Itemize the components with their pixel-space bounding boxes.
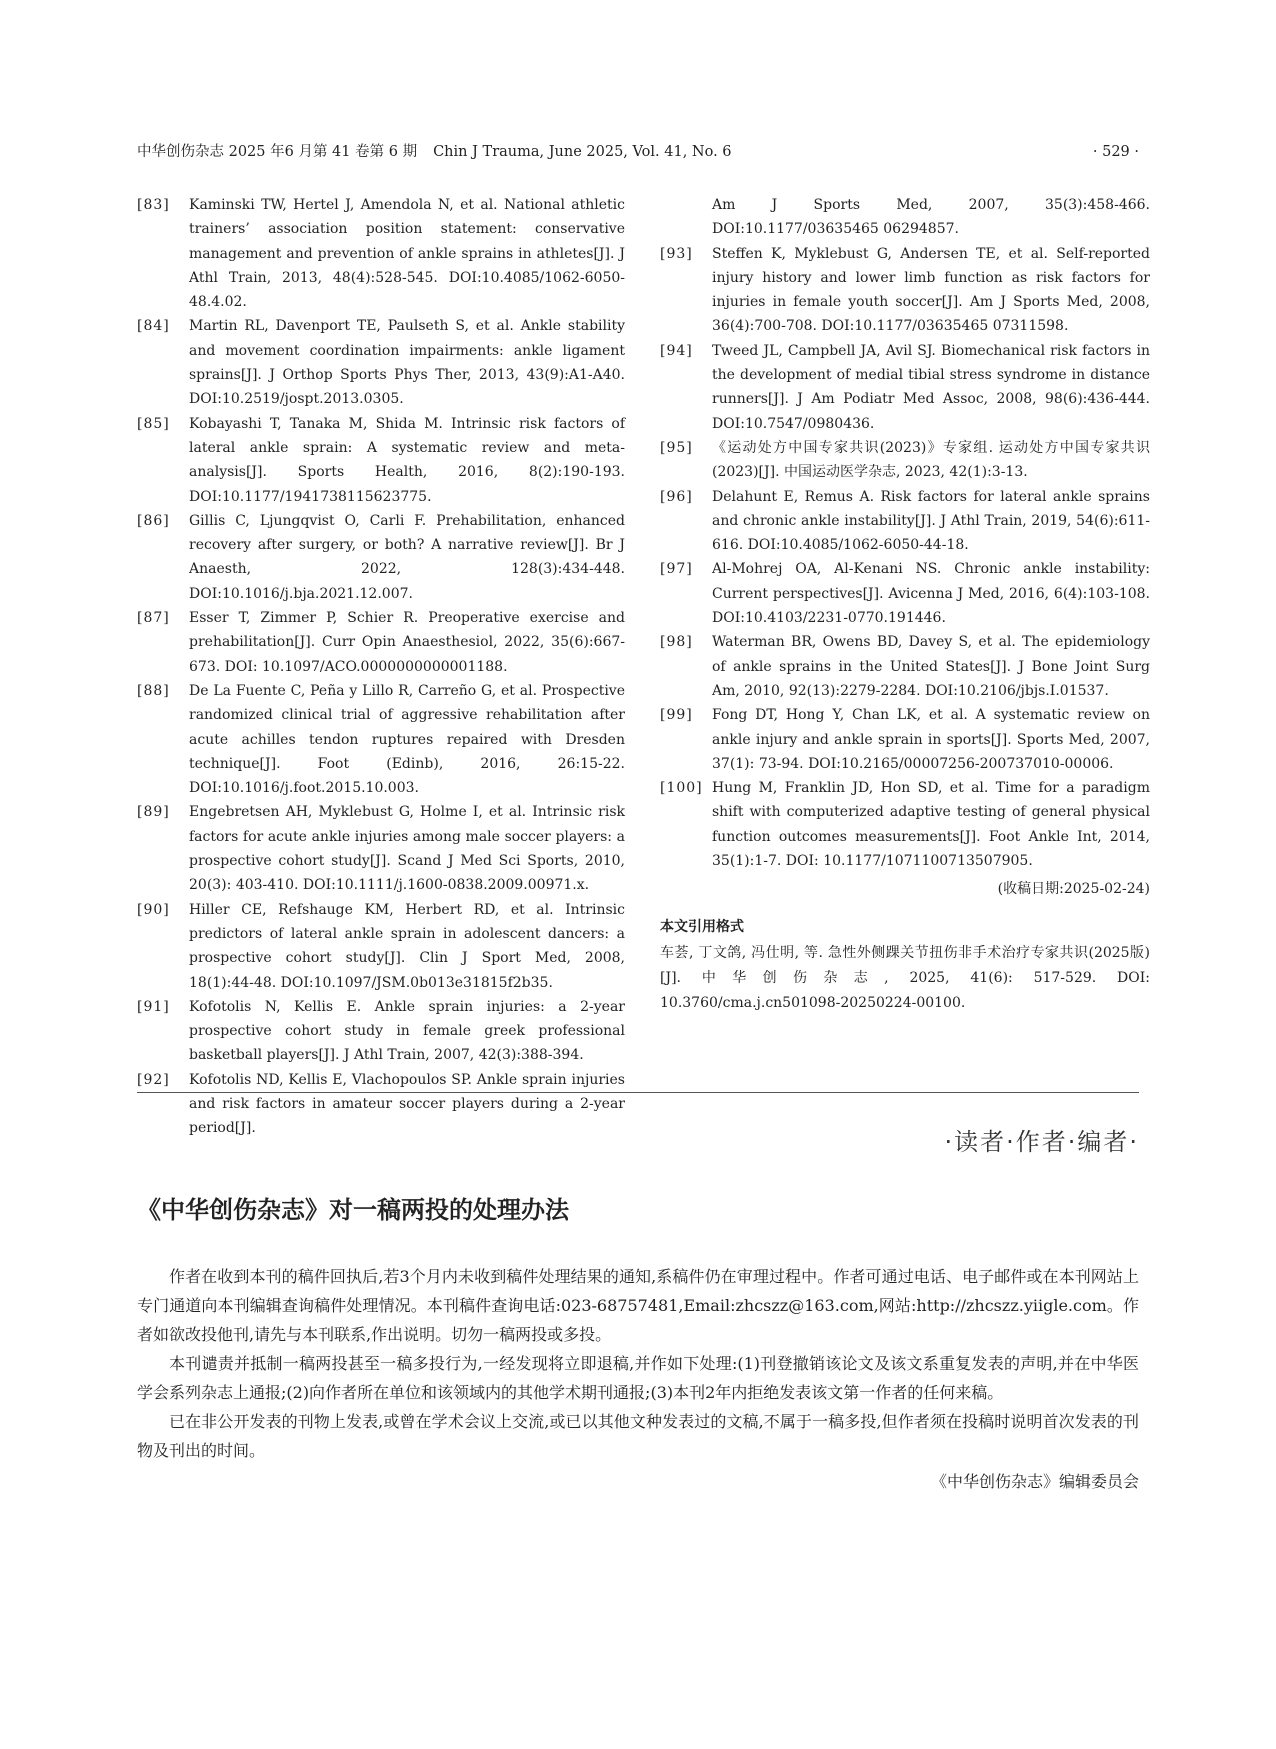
reference-number: [92] <box>137 1071 170 1088</box>
reference-item <box>137 995 625 1068</box>
reference-item <box>137 1068 625 1141</box>
reference-number: [83] <box>137 197 170 213</box>
reference-text: Delahunt E, Remus A. Risk factors for lateral ankle sprains and chronic ankle instability[J]. J Athl Train, 2019, 54(6):611-616. DOI:10.4085/1062-6050-44-18. <box>712 488 1150 554</box>
reference-number: [94] <box>660 342 693 359</box>
reference-number: [96] <box>660 488 693 505</box>
reference-item <box>137 800 625 897</box>
reference-text: Fong DT, Hong Y, Chan LK, et al. A systematic review on ankle injury and ankle sprain in sports[J]. Sports Med, 2007, 37(1): 73-94. DOI:10.2165/00007256-200737010-00006. <box>712 707 1150 772</box>
reference-number: [88] <box>137 682 170 699</box>
reference-item <box>660 242 1150 339</box>
notice-title: 《中华创伤杂志》对一稿两投的处理办法 <box>137 1196 569 1224</box>
page-number: · 529 · <box>1092 144 1139 160</box>
reference-text: Waterman BR, Owens BD, Davey S, et al. The epidemiology of ankle sprains in the United States[J]. J Bone Joint Surg Am, 2010, 92(13):2279-2284. DOI:10.2106/jbjs.I.01537. <box>712 634 1150 699</box>
reference-item <box>660 630 1150 703</box>
reference-text: Am J Sports Med, 2007, 35(3):458-466. DOI:10.1177/03635465 06294857. <box>712 197 1150 238</box>
reference-text: Tweed JL, Campbell JA, Avil SJ. Biomechanical risk factors in the development of medial tibial stress syndrome in distance runners[J]. J Am Podiatr Med Assoc, 2008, 98(6):436-444. DOI:10.7547/0980436. <box>712 342 1150 432</box>
reference-item <box>137 314 625 411</box>
references-right-column <box>660 193 1150 1016</box>
reference-text: De La Fuente C, Peña y Lillo R, Carreño G, et al. Prospective randomized clinical trial of aggressive rehabilitation after acute achilles tendon ruptures repaired with Dresden technique[J]. Foot (Edinb), 2016, 26:15-22. DOI:10.1016/j.foot.2015.10.003. <box>189 682 625 797</box>
reference-text: Hung M, Franklin JD, Hon SD, et al. Time for a paradigm shift with computerized adaptive testing of general physical function outcomes measurements[J]. Foot Ankle Int, 2014, 35(1):1-7. DOI: 10.1177/1071100713507905. <box>712 780 1150 870</box>
reference-text: Esser T, Zimmer P, Schier R. Preoperative exercise and prehabilitation[J]. Curr Opin Anaesthesiol, 2022, 35(6):667-673. DOI: 10.1097/ACO.0000000000001188. <box>189 610 625 675</box>
reference-item <box>660 703 1150 776</box>
reference-item <box>660 339 1150 436</box>
citation-heading: 本文引用格式 <box>660 919 744 936</box>
section-divider <box>137 1092 1139 1093</box>
notice-body <box>137 1262 1139 1496</box>
reference-number: [97] <box>660 561 693 578</box>
notice-paragraph: 本刊谴责并抵制一稿两投甚至一稿多投行为,一经发现将立即退稿,并作如下处理:(1)刊登撤销该论文及该文系重复发表的声明,并在中华医学会系列杂志上通报;(2)向作者所在单位和该领域内的其他学术期刊通报;(3)本刊2年内拒绝发表该文第一作者的任何来稿。 <box>137 1354 1139 1402</box>
reference-text: Kofotolis ND, Kellis E, Vlachopoulos SP. Ankle sprain injuries and risk factors in amateur soccer players during a 2-year period[J]. <box>189 1071 625 1137</box>
journal-issue-cn: 中华创伤杂志 2025 年6 月第 41 卷第 6 期 <box>137 144 418 160</box>
reference-text: Al-Mohrej OA, Al-Kenani NS. Chronic ankle instability: Current perspectives[J]. Avicenna J Med, 2016, 6(4):103-108. DOI:10.4103/2231-0770.191446. <box>712 561 1150 627</box>
running-header <box>137 141 1139 163</box>
reference-number: [95] <box>660 439 693 456</box>
reference-number: [84] <box>137 318 170 335</box>
reference-text: Steffen K, Myklebust G, Andersen TE, et al. Self-reported injury history and lower limb function as risk factors for injuries in female youth soccer[J]. Am J Sports Med, 2008, 36(4):700-708. DOI:10.1177/03635465 07311598. <box>712 245 1150 335</box>
reference-number: [89] <box>137 804 170 821</box>
reference-item <box>660 557 1150 630</box>
reference-item <box>137 193 625 314</box>
reference-number: [100] <box>660 780 703 797</box>
reference-number: [85] <box>137 415 170 432</box>
reference-continuation <box>660 193 1150 242</box>
reference-number: [98] <box>660 634 693 651</box>
received-date: (收稿日期:2025-02-24) <box>997 881 1150 898</box>
reference-item <box>137 412 625 509</box>
section-tag: ·读者·作者·编者· <box>944 1128 1139 1156</box>
reference-text: Hiller CE, Refshauge KM, Herbert RD, et al. Intrinsic predictors of lateral ankle sprain in adolescent dancers: a prospective cohort study[J]. Clin J Sport Med, 2008, 18(1):44-48. DOI:10.1097/JSM.0b013e31815f2b35. <box>189 901 625 991</box>
reference-item <box>660 436 1150 485</box>
reference-item <box>137 898 625 995</box>
journal-issue-en: Chin J Trauma, June 2025, Vol. 41, No. 6 <box>433 144 732 160</box>
reference-number: [99] <box>660 707 693 724</box>
reference-text: Kofotolis N, Kellis E. Ankle sprain injuries: a 2-year prospective cohort study in female greek professional basketball players[J]. J Athl Train, 2007, 42(3):388-394. <box>189 998 625 1064</box>
reference-item <box>137 509 625 606</box>
notice-signature: 《中华创伤杂志》编辑委员会 <box>930 1472 1139 1491</box>
reference-text: Kaminski TW, Hertel J, Amendola N, et al. National athletic trainers’ association position statement: conservative management and prevention of ankle sprains in athletes[J]. J Athl Train, 2013, 48(4):528-545. DOI:10.4085/1062-6050-48.4.02. <box>189 197 625 311</box>
reference-number: [90] <box>137 901 170 918</box>
reference-text: Kobayashi T, Tanaka M, Shida M. Intrinsic risk factors of lateral ankle sprain: A systematic review and meta-analysis[J]. Sports Health, 2016, 8(2):190-193. DOI:10.1177/1941738115623775. <box>189 415 625 505</box>
reference-text: Gillis C, Ljungqvist O, Carli F. Prehabilitation, enhanced recovery after surgery, or both? A narrative review[J]. Br J Anaesth, 2022, 128(3):434-448. DOI:10.1016/j.bja.2021.12.007. <box>189 512 625 602</box>
reference-number: [91] <box>137 998 170 1015</box>
reference-item <box>660 776 1150 873</box>
reference-item <box>660 485 1150 558</box>
reference-text: Engebretsen AH, Myklebust G, Holme I, et al. Intrinsic risk factors for acute ankle injuries among male soccer players: a prospective cohort study[J]. Scand J Med Sci Sports, 2010, 20(3): 403-410. DOI:10.1111/j.1600-0838.2009.00971.x. <box>189 804 625 894</box>
reference-text: 《运动处方中国专家共识(2023)》专家组. 运动处方中国专家共识(2023)[J]. 中国运动医学杂志, 2023, 42(1):3-13. <box>712 439 1150 481</box>
notice-paragraph: 作者在收到本刊的稿件回执后,若3个月内未收到稿件处理结果的通知,系稿件仍在审理过程中。作者可通过电话、电子邮件或在本刊网站上专门通道向本刊编辑查询稿件处理情况。本刊稿件查询电话:023-68757481,Email:zhcszz@163.com,网站:http://zhcszz.yiigle.com。作者如欲改投他刊,请先与本刊联系,作出说明。切勿一稿两投或多投。 <box>137 1267 1139 1344</box>
notice-paragraph: 已在非公开发表的刊物上发表,或曾在学术会议上交流,或已以其他文种发表过的文稿,不属于一稿多投,但作者须在投稿时说明首次发表的刊物及刊出的时间。 <box>137 1412 1139 1460</box>
reference-number: [87] <box>137 610 170 627</box>
reference-number: [86] <box>137 512 170 529</box>
reference-text: Martin RL, Davenport TE, Paulseth S, et al. Ankle stability and movement coordination impairments: ankle ligament sprains[J]. J Orthop Sports Phys Ther, 2013, 43(9):A1-A40. DOI:10.2519/jospt.2013.0305. <box>189 318 625 408</box>
reference-item <box>137 606 625 679</box>
citation-text: 车荟, 丁文鸽, 冯仕明, 等. 急性外侧踝关节扭伤非手术治疗专家共识(2025版)[J]. 中华创伤杂志, 2025, 41(6): 517-529. DOI: 10.3760/cma.j.cn501098-20250224-00100. <box>660 945 1150 1012</box>
reference-item <box>137 679 625 800</box>
references-left-column <box>137 193 625 1141</box>
reference-number: [93] <box>660 245 693 262</box>
